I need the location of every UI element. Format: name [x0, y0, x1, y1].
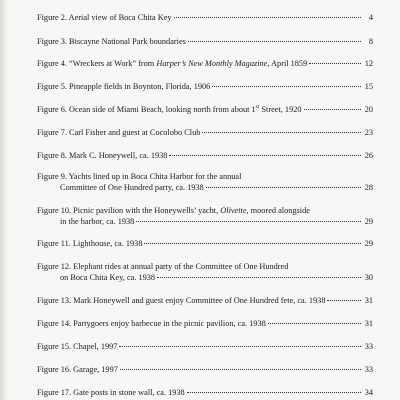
toc-entry-figure-14	[37, 318, 373, 329]
dot-leader	[188, 41, 361, 42]
dot-leader	[327, 300, 361, 301]
toc-entry-figure-13	[37, 295, 373, 306]
toc-entry-figure-4	[37, 58, 373, 69]
toc-entry-figure-15	[37, 341, 373, 352]
toc-entry-figure-9	[37, 171, 373, 193]
entry-title: Figure 7. Carl Fisher and guest at Cocolobo Club	[37, 128, 201, 137]
entry-title: Figure 17. Gate posts in stone wall, ca. 1938	[37, 388, 185, 397]
dot-leader	[309, 63, 361, 64]
page-number: 28	[364, 183, 373, 192]
dot-leader	[144, 243, 361, 244]
entry-title: Figure 3. Biscayne National Park boundaries	[37, 37, 186, 46]
entry-title: Figure 14. Partygoers enjoy barbecue in the picnic pavilion, ca. 1938	[37, 319, 266, 328]
entry-title: Figure 11. Lighthouse, ca. 1938	[37, 239, 143, 248]
page-number: 4	[368, 13, 373, 22]
page-number: 26	[364, 151, 373, 160]
dot-leader	[212, 86, 361, 87]
page-number: 30	[364, 273, 373, 282]
entry-title-line-1: Figure 9. Yachts lined up in Boca Chita Harbor for the annual	[37, 172, 242, 181]
entry-title-line-2: in the harbor, ca. 1938	[60, 217, 135, 226]
dot-leader	[169, 155, 361, 156]
magazine-title: Harper’s New Monthly Magazine	[156, 59, 268, 68]
toc-entry-figure-5	[37, 81, 373, 92]
dot-leader	[268, 323, 361, 324]
toc-entry-figure-17	[37, 387, 373, 398]
page-number: 8	[368, 37, 373, 46]
toc-entry-figure-10	[37, 205, 373, 227]
page-number: 31	[364, 296, 373, 305]
entry-title: Figure 5. Pineapple fields in Boynton, Florida, 1906	[37, 82, 211, 91]
dot-leader	[119, 346, 361, 347]
page-number: 34	[364, 388, 373, 397]
entry-title: Figure 4. “Wreckers at Work” from Harper’s New Monthly Magazine, April 1859	[37, 59, 308, 68]
page-number: 29	[364, 239, 373, 248]
entry-title: Figure 13. Mark Honeywell and guest enjoy Committee of One Hundred fete, ca. 1938	[37, 296, 326, 305]
page-number: 29	[364, 217, 373, 226]
page-number: 12	[364, 59, 373, 68]
dot-leader	[206, 187, 361, 188]
entry-title: Figure 16. Garage, 1997	[37, 365, 118, 374]
page-gutter-shadow	[0, 0, 8, 400]
toc-entry-figure-8	[37, 150, 373, 161]
page-number: 20	[364, 105, 373, 114]
toc-entry-figure-7	[37, 127, 373, 138]
toc-entry-figure-11	[37, 238, 373, 249]
page-number: 15	[364, 82, 373, 91]
page-number: 31	[364, 319, 373, 328]
entry-title: Figure 2. Aerial view of Boca Chita Key	[37, 13, 172, 22]
dot-leader	[202, 132, 361, 133]
dot-leader	[120, 369, 361, 370]
page-number: 33	[364, 365, 373, 374]
toc-entry-figure-2	[37, 12, 373, 23]
toc-entry-figure-3	[37, 36, 373, 47]
yacht-name: Olivette	[220, 206, 247, 215]
dot-leader	[174, 17, 361, 18]
entry-title-line-2: Committee of One Hundred party, ca. 1938	[60, 183, 204, 192]
entry-title: Figure 6. Ocean side of Miami Beach, looking north from about 1st Street, 1920	[37, 104, 302, 114]
dot-leader	[136, 221, 361, 222]
dot-leader	[304, 109, 361, 110]
page-number: 33	[364, 342, 373, 351]
toc-entry-figure-16	[37, 364, 373, 375]
entry-title-line-1: Figure 10. Picnic pavilion with the Honeywells’ yacht, Olivette, moored alongside	[37, 206, 310, 215]
toc-entry-figure-6	[37, 104, 373, 115]
dot-leader	[157, 277, 361, 278]
entry-title: Figure 8. Mark C. Honeywell, ca. 1938	[37, 151, 168, 160]
dot-leader	[187, 392, 361, 393]
entry-title-line-2: on Boca Chita Key, ca. 1938	[60, 273, 156, 282]
entry-title-line-1: Figure 12. Elephant rides at annual party of the Committee of One Hundred	[37, 262, 289, 271]
entry-title: Figure 15. Chapel, 1997	[37, 342, 118, 351]
toc-entry-figure-12	[37, 261, 373, 283]
page-number: 23	[364, 128, 373, 137]
